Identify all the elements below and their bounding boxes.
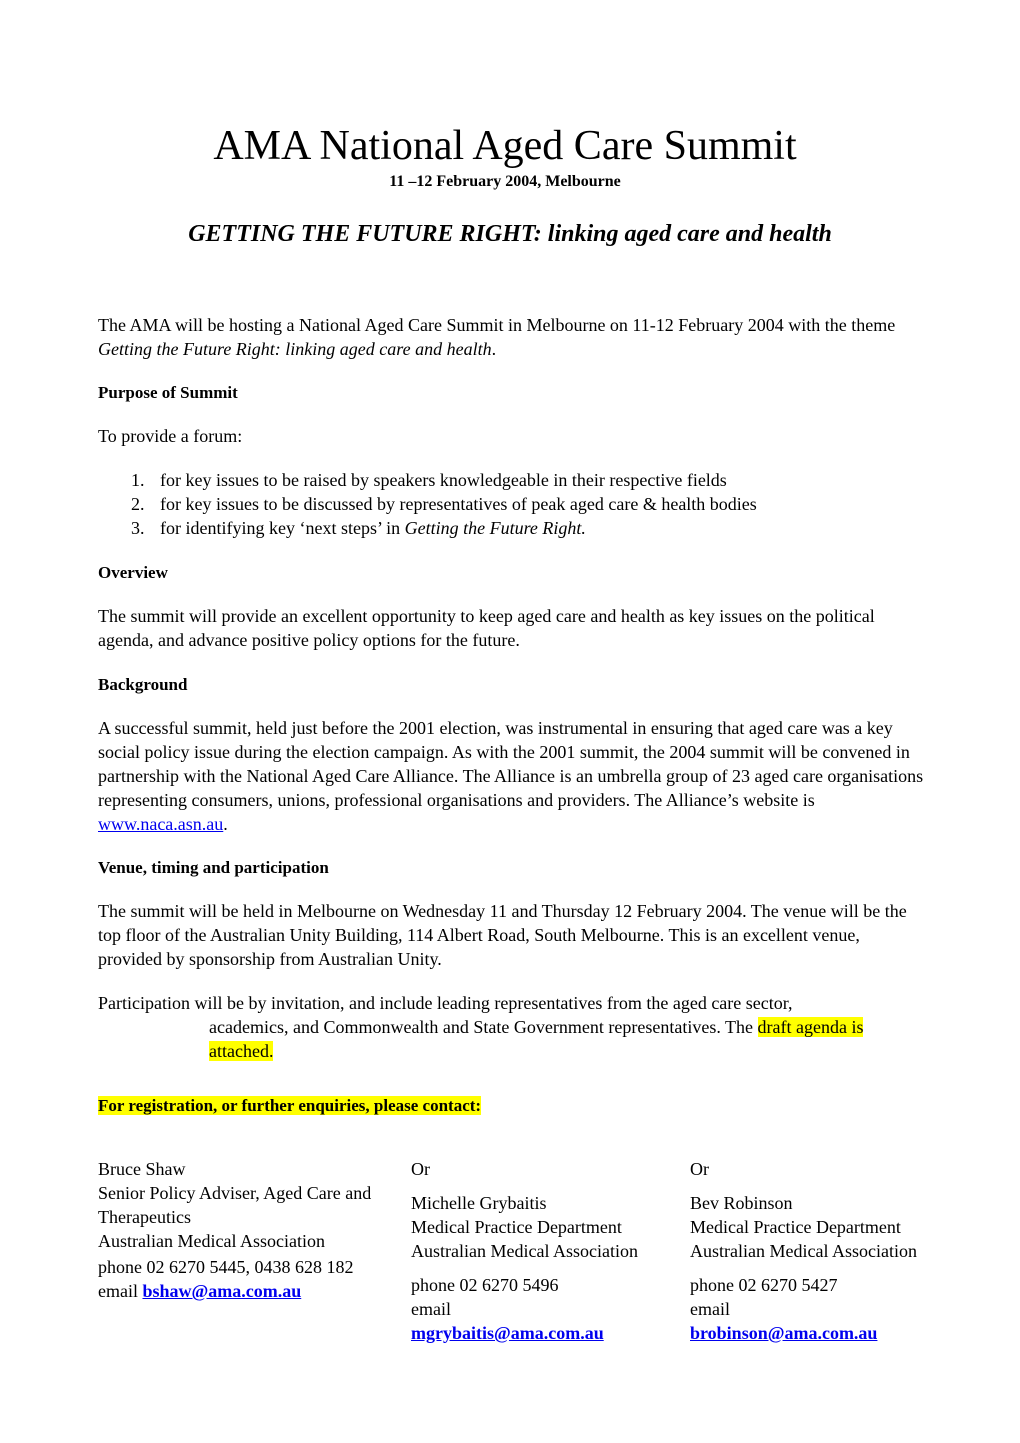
background-text: A successful summit, held just before the 2001 election, was instrumental in ensuring that aged care was a key social policy issue during the election campaign. As with the 2001 summit, the 2004 summit will be convened in partnership with the National Aged Care Alliance. The Alliance is an umbrella group of 23 aged care organisations representing consumers, unions, professional organisations and providers. The Alliance’s website is (98, 718, 924, 810)
contact-role: Medical Practice Department (411, 1217, 622, 1237)
purpose-item (98, 468, 898, 492)
venue-heading: Venue, timing and participation (98, 858, 329, 877)
purpose-item-number: 3. (131, 518, 145, 538)
purpose-item (98, 516, 898, 540)
contact-email-line (98, 1279, 398, 1303)
purpose-item-italic: Getting the Future Right. (404, 518, 586, 538)
contact-email-link[interactable]: bshaw@ama.com.au (142, 1281, 302, 1301)
contact-organisation: Australian Medical Association (411, 1241, 638, 1261)
background-paragraph (98, 716, 928, 836)
purpose-item-number: 2. (131, 494, 145, 514)
purpose-list (98, 468, 898, 540)
participation-continued (98, 1015, 898, 1063)
contact-email-link[interactable]: brobinson@ama.com.au (690, 1323, 878, 1343)
contact-card-bruce-shaw (98, 1157, 398, 1303)
registration-heading-text: For registration, or further enquiries, please contact: (98, 1096, 482, 1115)
purpose-item-text: for key issues to be discussed by representatives of peak aged care & health bodies (160, 494, 757, 514)
contact-or: Or (411, 1159, 430, 1179)
contact-organisation: Australian Medical Association (98, 1231, 325, 1251)
venue-paragraph: The summit will be held in Melbourne on Wednesday 11 and Thursday 12 February 2004. The venue will be the top floor of the Australian Unity Building, 114 Albert Road, South Melbourne. This is an excellent venue, provided by sponsorship from Australian Unity. (98, 901, 907, 969)
participation-paragraph (98, 991, 898, 1063)
page-title: AMA National Aged Care Summit (213, 123, 797, 169)
contact-phone: phone 02 6270 5427 (690, 1275, 838, 1295)
purpose-item-number: 1. (131, 470, 145, 490)
contact-role: Senior Policy Adviser, Aged Care and Therapeutics (98, 1183, 372, 1227)
overview-heading: Overview (98, 563, 168, 582)
intro-paragraph (98, 313, 928, 361)
naca-website-link[interactable]: www.naca.asn.au (98, 814, 224, 834)
contact-name: Bev Robinson (690, 1193, 793, 1213)
contact-card-bev-robinson (690, 1157, 980, 1345)
contact-phone: phone 02 6270 5496 (411, 1275, 559, 1295)
registration-heading (98, 1094, 481, 1118)
contact-role: Medical Practice Department (690, 1217, 901, 1237)
contact-email-line (411, 1321, 686, 1345)
purpose-item-text: for identifying key ‘next steps’ in (160, 518, 405, 538)
background-period: . (223, 814, 228, 834)
purpose-heading: Purpose of Summit (98, 383, 238, 402)
intro-text: The AMA will be hosting a National Aged Care Summit in Melbourne on 11-12 February 2004 with the theme (98, 315, 896, 335)
contact-email-label: email (690, 1299, 730, 1319)
overview-paragraph: The summit will provide an excellent opportunity to keep aged care and health as key issues on the political agenda, and advance positive policy options for the future. (98, 606, 875, 650)
contact-phone: phone 02 6270 5445, 0438 628 182 (98, 1257, 354, 1277)
contact-organisation: Australian Medical Association (690, 1241, 917, 1261)
event-theme: GETTING THE FUTURE RIGHT: linking aged care and health (188, 221, 832, 247)
contact-email-line (690, 1321, 980, 1345)
contact-name: Michelle Grybaitis (411, 1193, 547, 1213)
contact-email-link[interactable]: mgrybaitis@ama.com.au (411, 1323, 604, 1343)
participation-text: academics, and Commonwealth and State Government representatives. The (209, 1017, 758, 1037)
intro-period: . (491, 339, 497, 359)
purpose-item (98, 492, 898, 516)
contact-email-label: email (411, 1299, 451, 1319)
contact-name: Bruce Shaw (98, 1159, 186, 1179)
intro-theme: Getting the Future Right: linking aged care and health (98, 339, 492, 359)
draft-agenda-highlight: draft agenda is attached. (209, 1017, 864, 1061)
event-dates: 11 –12 February 2004, Melbourne (389, 173, 621, 190)
contact-or: Or (690, 1159, 709, 1179)
contact-card-michelle-grybaitis (411, 1157, 686, 1345)
purpose-lead: To provide a forum: (98, 426, 243, 446)
participation-first-line: Participation will be by invitation, and include leading representatives from the aged care sector, (98, 993, 793, 1013)
background-heading: Background (98, 675, 188, 694)
contact-email-label: email (98, 1281, 143, 1301)
purpose-item-text: for key issues to be raised by speakers knowledgeable in their respective fields (160, 470, 727, 490)
